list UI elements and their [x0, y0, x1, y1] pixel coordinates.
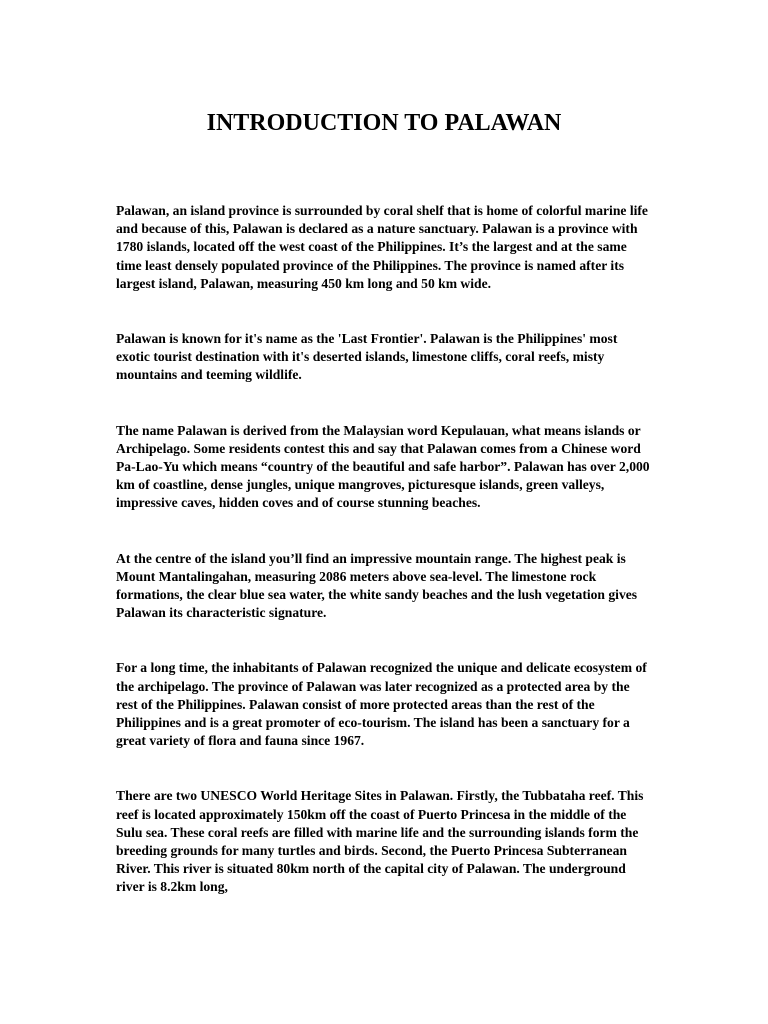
paragraph-protected-area: For a long time, the inhabitants of Palawan recognized the unique and delicate ecosystem of the archipelago. The province of Palawan was later recognized as a protected area by the rest of the Philippines. Palawan consist of more protected areas than the rest of the Philippines and is a great promoter of eco-tourism. The island has been a sanctuary for a great variety of flora and fauna since 1967. — [116, 660, 647, 749]
paragraph-name-origin: The name Palawan is derived from the Malaysian word Kepulauan, what means islands or Archipelago. Some residents contest this and say that Palawan comes from a Chinese word Pa-Lao-Yu which means “country of the beautiful and safe harbor”. Palawan has over 2,000 km of coastline, dense jungles, unique mangroves, picturesque islands, green valleys, impressive caves, hidden coves and of course stunning beaches. — [116, 422, 650, 511]
paragraph-mountain-range: At the centre of the island you’ll find an impressive mountain range. The highest peak is Mount Mantalingahan, measuring 2086 meters above sea-level. The limestone rock formations, the clear blue sea water, the white sandy beaches and the lush vegetation gives Palawan its characteristic signature. — [116, 550, 638, 621]
paragraph-last-frontier: Palawan is known for it's name as the 'Last Frontier'. Palawan is the Philippines' most exotic tourist destination with it's deserted islands, limestone cliffs, coral reefs, misty mountains and teeming wildlife. — [116, 331, 618, 383]
paragraph-overview: Palawan, an island province is surrounded by coral shelf that is home of colorful marine life and because of this, Palawan is declared as a nature sanctuary. Palawan is a province with 1780 islands, located off the west coast of the Philippines. It’s the largest and at the same time least densely populated province of the Philippines. The province is named after its largest island, Palawan, measuring 450 km long and 50 km wide. — [116, 203, 648, 291]
page-title: INTRODUCTION TO PALAWAN — [206, 110, 562, 136]
document-body — [116, 202, 652, 934]
paragraph-unesco-sites: There are two UNESCO World Heritage Sites in Palawan. Firstly, the Tubbataha reef. This reef is located approximately 150km off the coast of Puerto Princesa in the middle of the Sulu sea. These coral reefs are filled with marine life and the surrounding islands form the breeding grounds for many turtles and birds. Second, the Puerto Princesa Subterranean River. This river is situated 80km north of the capital city of Palawan. The underground river is 8.2km long, — [116, 788, 644, 895]
